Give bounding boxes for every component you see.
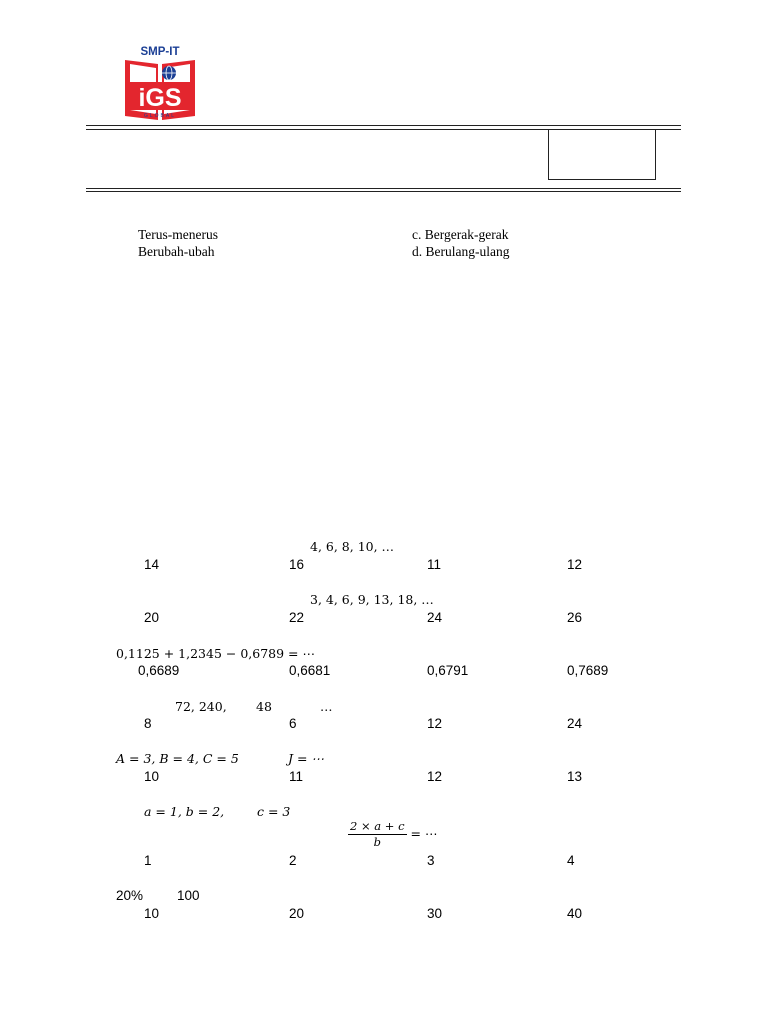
answer-option: 30 [427,906,443,921]
answer-option: 40 [567,906,583,921]
answer-option: 0,7689 [567,663,609,678]
answer-option: 16 [289,557,305,572]
question-expression: J = ⋯ [288,751,324,766]
option-c: c. Bergerak-gerak [412,227,509,242]
answer-option: 6 [289,716,297,731]
answer-option: 14 [144,557,160,572]
question-expression: 0,1125 + 1,2345 − 0,6789 = ⋯ [116,646,315,661]
question-expression: c = 3 [257,804,291,819]
answer-option: 0,6791 [427,663,469,678]
answer-option: 3 [427,853,435,868]
question-expression: a = 1, b = 2, [144,804,225,819]
header-rule-bottom [86,191,681,192]
question-expression: 20% [116,888,144,903]
question-expression: 48 [256,699,272,714]
answer-option: 4 [567,853,575,868]
answer-option: 10 [144,769,160,784]
svg-text:SMP-IT: SMP-IT [140,46,180,58]
fraction-denominator: b [373,835,381,849]
answer-option: 13 [567,769,583,784]
answer-option: 20 [289,906,305,921]
answer-option: 11 [289,769,304,784]
answer-option: 11 [427,557,442,572]
option-a: Terus-menerus [138,227,219,242]
answer-option: 10 [144,906,160,921]
score-box [548,129,656,180]
answer-option: 0,6689 [138,663,180,678]
school-logo [122,44,198,122]
school-logo-icon [122,44,198,122]
answer-option: 26 [567,610,583,625]
answer-option: 2 [289,853,297,868]
answer-option: 12 [427,716,443,731]
svg-text:GLOBAL: GLOBAL [143,113,177,119]
answer-option: 12 [567,557,583,572]
question-expression: 100 [177,888,200,903]
header-rule-top [86,125,681,126]
fraction-numerator: 2 × a + c [350,819,405,833]
question-expression: 3, 4, 6, 9, 13, 18, … [310,592,434,607]
fraction [348,820,407,849]
answer-option: 24 [567,716,583,731]
question-expression: A = 3, B = 4, C = 5 [116,751,239,766]
question-expression: 4, 6, 8, 10, … [310,539,395,554]
fraction-suffix: = ⋯ [410,826,438,841]
answer-option: 1 [144,853,152,868]
answer-option: 12 [427,769,443,784]
answer-option: 24 [427,610,443,625]
fraction-expression [348,820,437,849]
question-expression: 72, 240, [175,699,227,714]
question-expression: … [320,699,333,714]
answer-option: 8 [144,716,152,731]
option-b: Berubah-ubah [138,244,215,259]
answer-option: 22 [289,610,305,625]
svg-text:iGS: iGS [138,84,182,112]
option-d: d. Berulang-ulang [412,244,510,259]
header-rule-bottom-thin [86,188,681,189]
answer-option: 0,6681 [289,663,331,678]
answer-option: 20 [144,610,160,625]
